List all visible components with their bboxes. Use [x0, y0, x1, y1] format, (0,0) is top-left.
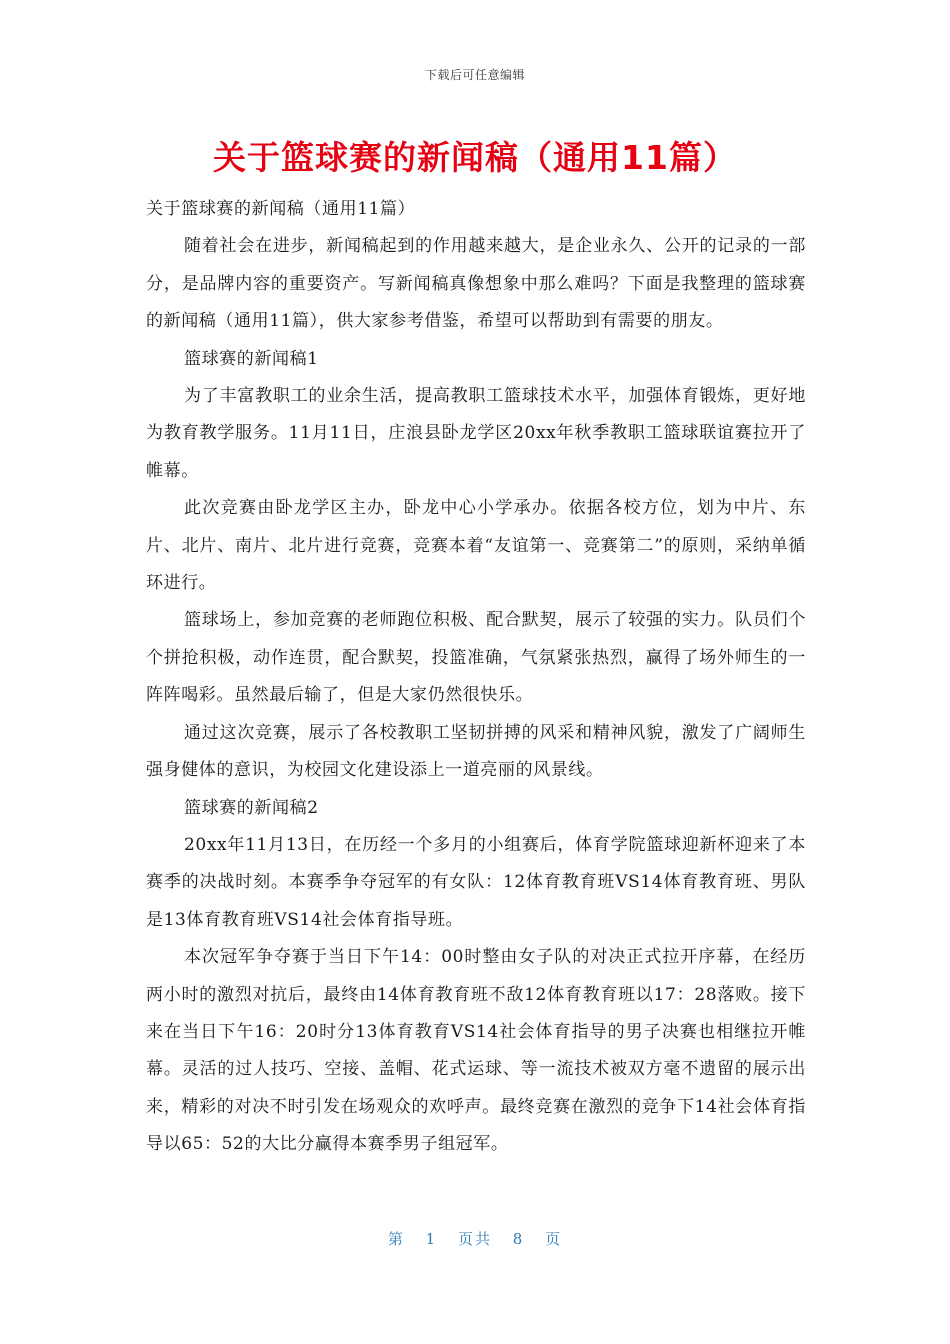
document-title: 关于篮球赛的新闻稿（通用11篇） [213, 138, 737, 177]
paragraph: 本次冠军争夺赛于当日下午14：00时整由女子队的对决正式拉开序幕，在经历两小时的激烈对抗后，最终由14体育教育班不敌12体育教育班以17：28落败。接下来在当日下午16：20时分13体育教育VS14社会体育指导的男子决赛也相继拉开帷幕。灵活的过人技巧、空接、盖帽、花式运球、等一流技术被双方毫不遗留的展示出来，精彩的对决不时引发在场观众的欢呼声。最终竞赛在激烈的竞争下14社会体育指导以65：52的大比分赢得本赛季男子组冠军。 [146, 947, 806, 1155]
section-heading-2: 篮球赛的新闻稿2 [184, 797, 319, 818]
header-note: 下载后可任意编辑 [424, 68, 525, 82]
paragraph-intro: 随着社会在进步，新闻稿起到的作用越来越大，是企业永久、公开的记录的一部分，是品牌内容的重要资产。写新闻稿真像想象中那么难吗？下面是我整理的篮球赛的新闻稿（通用11篇），供大家参考借鉴，希望可以帮助到有需要的朋友。 [146, 236, 806, 332]
document-body [146, 191, 806, 1164]
paragraph: 此次竞赛由卧龙学区主办，卧龙中心小学承办。依据各校方位，划为中片、东片、北片、南片、北片进行竞赛，竞赛本着“友谊第一、竞赛第二”的原则，采纳单循环进行。 [146, 498, 806, 594]
paragraph: 为了丰富教职工的业余生活，提高教职工篮球技术水平，加强体育锻炼，更好地为教育教学服务。11月11日，庄浪县卧龙学区20xx年秋季教职工篮球联谊赛拉开了帷幕。 [146, 386, 806, 481]
paragraph: 通过这次竞赛，展示了各校教职工坚韧拼搏的风采和精神风貌，激发了广阔师生强身健体的意识，为校园文化建设添上一道亮丽的风景线。 [146, 722, 806, 781]
section-heading-1: 篮球赛的新闻稿1 [184, 348, 319, 369]
paragraph: 篮球场上，参加竞赛的老师跑位积极、配合默契，展示了较强的实力。队员们个个拼抢积极，动作连贯，配合默契，投篮准确，气氛紧张热烈，赢得了场外师生的一阵阵喝彩。虽然最后输了，但是大家仍然很快乐。 [146, 610, 806, 706]
page-number-footer: 第 1 页共 8 页 [387, 1230, 563, 1248]
paragraph: 20xx年11月13日，在历经一个多月的小组赛后，体育学院篮球迎新杯迎来了本赛季的决战时刻。本赛季争夺冠军的有女队：12体育教育班VS14体育教育班、男队是13体育教育班VS14社会体育指导班。 [146, 834, 806, 930]
document-subtitle: 关于篮球赛的新闻稿（通用11篇） [146, 199, 416, 219]
